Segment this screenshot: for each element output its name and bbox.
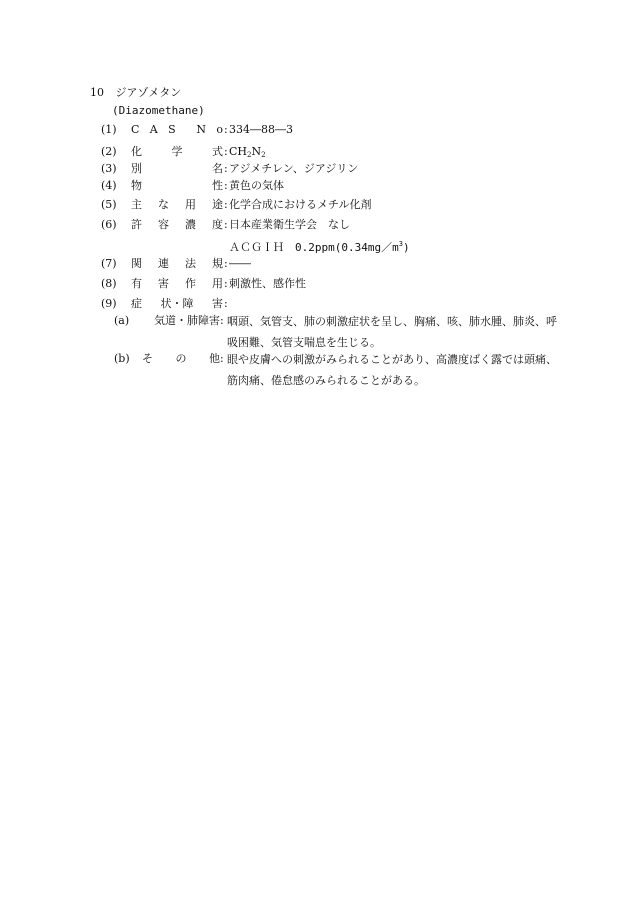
item-value: $CH_2N_2$ — [229, 145, 266, 159]
label-char: 名 — [212, 162, 223, 175]
item-label — [131, 123, 223, 137]
item-value: 黄色の気体 — [229, 179, 284, 192]
label-char: C — [131, 123, 140, 136]
label-colon: : — [224, 218, 228, 231]
english-name: (Diazomethane) — [112, 104, 205, 117]
symptom-label — [142, 314, 220, 328]
label-char: 規 — [212, 257, 223, 270]
item-index: (9) — [101, 297, 117, 310]
item-index: (5) — [101, 198, 117, 211]
label-char: 用 — [185, 198, 196, 211]
label-char: N — [196, 123, 206, 136]
property-row — [101, 198, 561, 212]
label-char: 害 — [158, 277, 169, 290]
label-char: 性 — [212, 179, 223, 192]
symptom-label — [142, 352, 220, 366]
label-char: の — [175, 352, 187, 365]
item-index: (4) — [101, 179, 117, 192]
label-char: S — [168, 123, 176, 136]
label-colon: : — [224, 145, 228, 158]
label-char: 連 — [158, 257, 169, 270]
symptom-value: 眼や皮膚への刺激がみられることがあり、高濃度ばく露では頭痛、筋肉痛、倦怠感のみられることがある。 — [227, 353, 557, 387]
symptom-row — [114, 314, 564, 354]
label-char: o — [216, 123, 223, 136]
item-label — [131, 198, 223, 212]
item-index: (8) — [101, 277, 117, 290]
property-row — [101, 162, 561, 176]
label-char: 他 — [209, 352, 220, 365]
label-colon: : — [224, 179, 228, 192]
property-row — [101, 179, 561, 193]
item-label — [131, 145, 223, 159]
label-colon: : — [224, 123, 228, 136]
item-value-secondary: ＡＣＧＩＨ 0.2ppm(0.34mg／m — [229, 241, 399, 254]
item-index: (3) — [101, 162, 117, 175]
item-value: 日本産業衛生学会 なし — [229, 218, 350, 231]
label-char: 許 — [131, 218, 142, 231]
label-char: 途 — [212, 198, 223, 211]
label-colon: : — [224, 162, 228, 175]
property-row — [101, 277, 561, 291]
label-char: そ — [142, 352, 153, 365]
label-char: 化 — [131, 145, 142, 158]
label-char: 容 — [158, 218, 169, 231]
property-row — [101, 218, 561, 232]
label-char: 作 — [185, 277, 196, 290]
label-char: 式 — [212, 145, 223, 158]
symptom-row — [114, 352, 564, 392]
item-label — [131, 297, 223, 311]
label-char: 関 — [131, 257, 142, 270]
section-number: 10 — [90, 86, 104, 99]
superscript: 3 — [398, 240, 403, 248]
symptom-index: (a) — [114, 314, 130, 327]
item-index: (1) — [101, 123, 117, 136]
item-value: ―― — [229, 257, 251, 270]
label-colon: : — [220, 314, 224, 327]
section-heading — [90, 86, 181, 100]
item-label — [131, 162, 223, 176]
label-char: 症 — [131, 297, 142, 310]
item-value: 334―88―3 — [229, 123, 293, 136]
property-row — [101, 145, 561, 159]
item-index: (7) — [101, 257, 117, 270]
item-label — [131, 179, 223, 193]
item-value: アジメチレン、ジアジリン — [229, 162, 359, 175]
symptom-value: 咽頭、気管支、肺の刺激症状を呈し、胸痛、咳、肺水腫、肺炎、呼吸困難、気管支喘息を生じる。 — [227, 315, 557, 349]
section-title: ジアゾメタン — [115, 86, 182, 99]
item-label — [131, 257, 223, 271]
item-label — [131, 218, 223, 232]
label-char: 別 — [131, 162, 142, 175]
property-row — [101, 123, 561, 137]
label-char: 気道・肺障害 — [154, 314, 220, 327]
label-char: 物 — [131, 179, 142, 192]
label-colon: : — [220, 352, 224, 365]
label-char: な — [158, 198, 169, 211]
subscript: 2 — [261, 151, 266, 159]
property-row — [101, 257, 561, 271]
label-char: 法 — [185, 257, 196, 270]
item-value: 刺激性、感作性 — [229, 277, 306, 290]
item-index: (6) — [101, 218, 117, 231]
symptom-index: (b) — [114, 352, 130, 365]
subscript: 2 — [247, 151, 252, 159]
label-char: 害 — [212, 297, 223, 310]
item-value-secondary-end: ) — [402, 241, 410, 254]
label-char: 学 — [171, 145, 183, 158]
label-char: 濃 — [185, 218, 196, 231]
label-colon: : — [224, 277, 228, 290]
label-char: A — [149, 123, 158, 136]
label-char: 有 — [131, 277, 142, 290]
item-value: 化学合成におけるメチル化剤 — [229, 198, 372, 211]
label-colon: : — [224, 198, 228, 211]
label-colon: : — [224, 297, 228, 310]
property-row — [101, 297, 561, 311]
label-char: 度 — [212, 218, 223, 231]
item-label — [131, 277, 223, 291]
label-colon: : — [224, 257, 228, 270]
label-char: 用 — [212, 277, 223, 290]
property-row-continuation — [229, 237, 410, 254]
label-char: 状・障 — [160, 297, 194, 310]
item-index: (2) — [101, 145, 117, 158]
label-char: 主 — [131, 198, 142, 211]
